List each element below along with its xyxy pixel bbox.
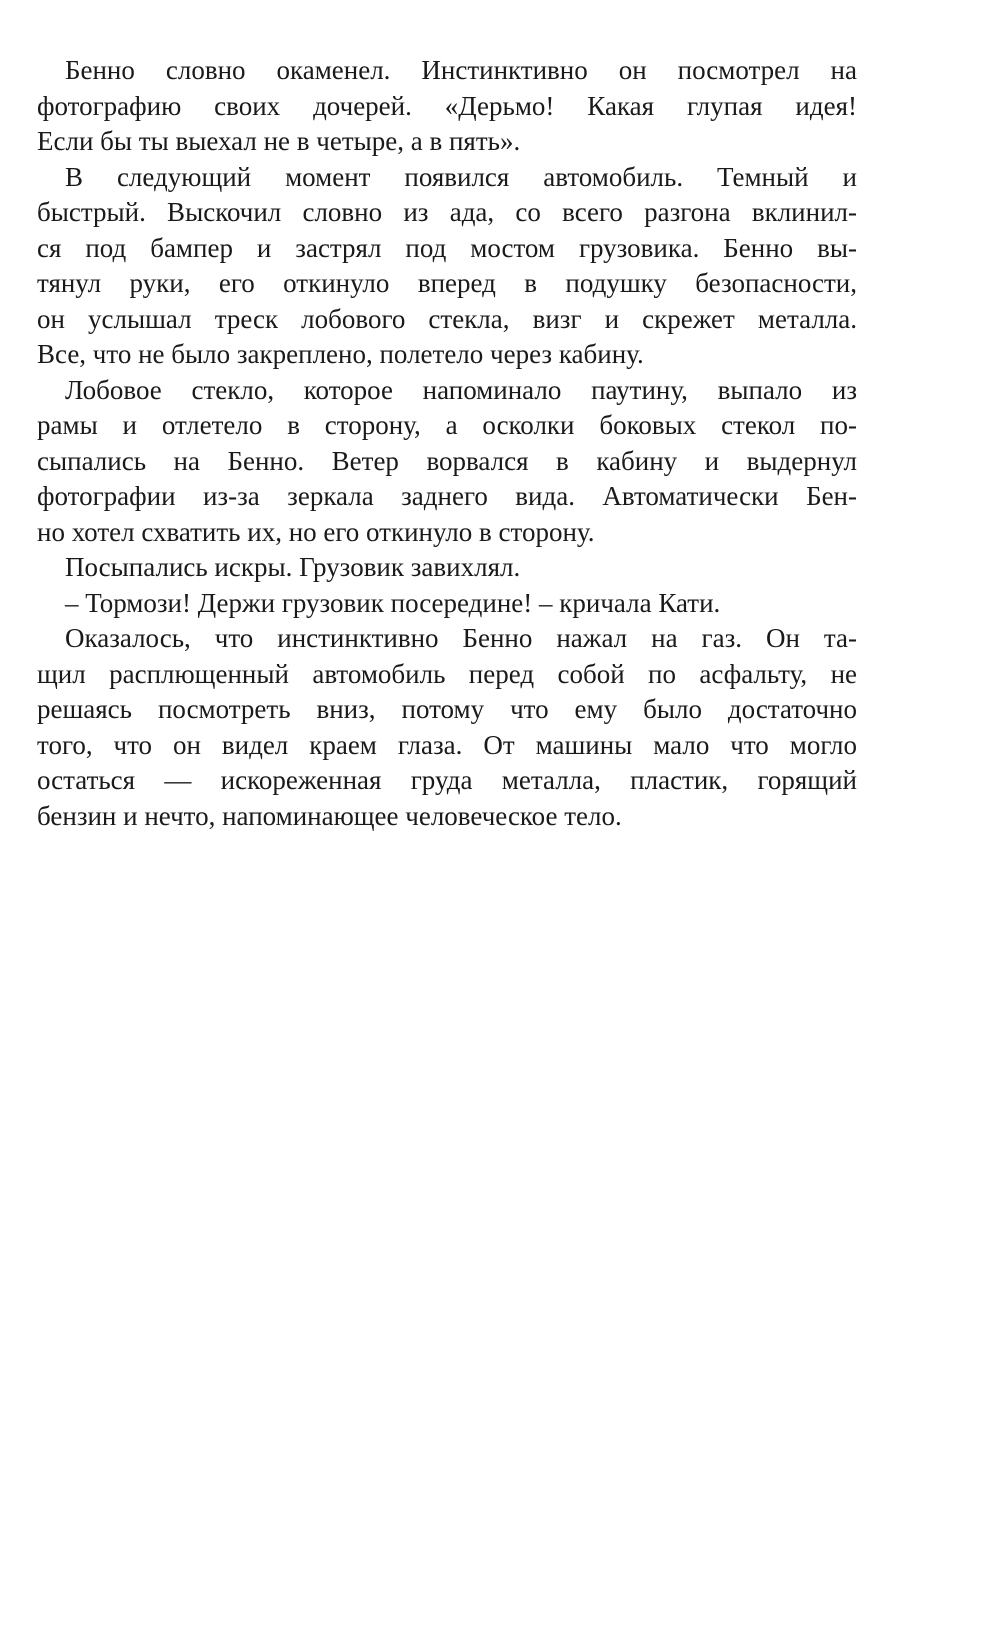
text-line: Оказалось, что инстинктивно Бенно нажал на газ. Он та- bbox=[65, 623, 857, 653]
page-text bbox=[37, 53, 857, 834]
text-line: бензин и нечто, напоминающее человеческое тело. bbox=[37, 800, 622, 831]
text-line: щил расплющенный автомобиль перед собой по асфальту, не bbox=[37, 658, 857, 689]
text-line: того, что он видел краем глаза. От машины мало что могло bbox=[37, 729, 857, 760]
text-line: сыпались на Бенно. Ветер ворвался в кабину и выдернул bbox=[37, 445, 857, 476]
text-line: быстрый. Выскочил словно из ада, со всего разгона вклинил- bbox=[37, 197, 857, 227]
text-line: Лобовое стекло, которое напоминало паутину, выпало из bbox=[65, 374, 857, 405]
text-line: Если бы ты выехал не в четыре, а в пять». bbox=[37, 126, 521, 156]
text-line: В следующий момент появился автомобиль. Темный и bbox=[65, 161, 857, 192]
text-line: решаясь посмотреть вниз, потому что ему было достаточно bbox=[37, 694, 857, 724]
text-line: Бенно словно окаменел. Инстинктивно он посмотрел на bbox=[65, 55, 857, 85]
text-line: остаться — искореженная груда металла, пластик, горящий bbox=[37, 765, 857, 795]
text-line: он услышал треск лобового стекла, визг и скрежет металла. bbox=[37, 303, 857, 334]
text-line: но хотел схватить их, но его откинуло в сторону. bbox=[37, 516, 595, 547]
text-line: Все, что не было закреплено, полетело через кабину. bbox=[37, 339, 644, 369]
text-line: рамы и отлетело в сторону, а осколки боковых стекол по- bbox=[37, 410, 857, 440]
text-line: ся под бампер и застрял под мостом грузовика. Бенно вы- bbox=[37, 232, 857, 263]
text-line: Посыпались искры. Грузовик завихлял. bbox=[65, 552, 521, 582]
text-line: тянул руки, его откинуло вперед в подушку безопасности, bbox=[37, 268, 857, 298]
text-line: фотографию своих дочерей. «Дерьмо! Какая глупая идея! bbox=[37, 90, 857, 121]
text-line: – Тормози! Держи грузовик посередине! – кричала Кати. bbox=[65, 587, 721, 618]
text-line: фотографии из-за зеркала заднего вида. Автоматически Бен- bbox=[37, 481, 857, 511]
